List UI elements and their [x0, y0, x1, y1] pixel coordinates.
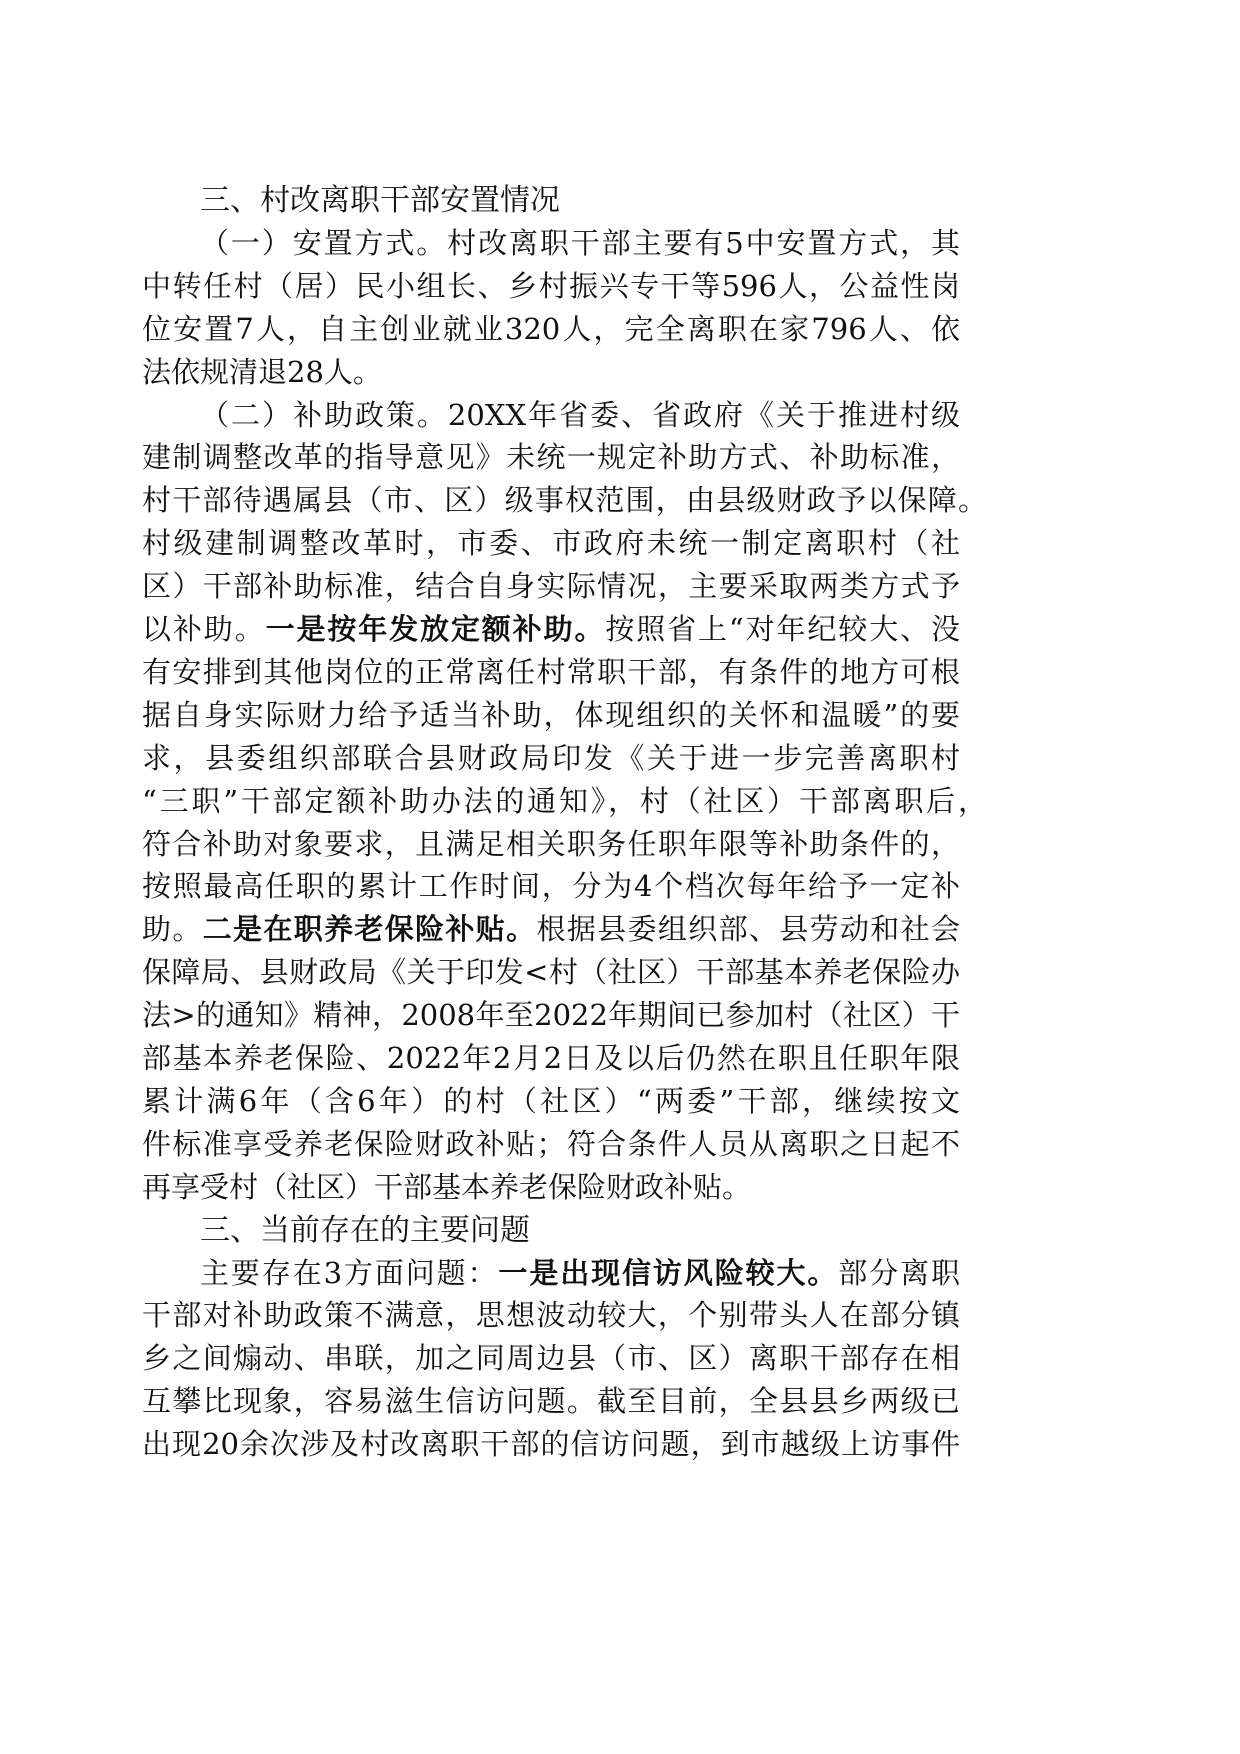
text-line	[142, 694, 960, 737]
text-segment: 法>的通知》精神，2008年至2022年期间已参加村（社区）干	[142, 998, 960, 1033]
text-line	[142, 737, 960, 780]
text-line	[200, 394, 960, 437]
section-heading	[200, 179, 960, 222]
text-line	[142, 351, 960, 394]
text-segment: 符合补助对象要求，且满足相关职务任职年限等补助条件的，	[142, 826, 960, 861]
text-segment: 村级建制调整改革时，市委、市政府未统一制定离职村（社	[142, 526, 960, 561]
text-line	[142, 1080, 960, 1123]
text-line	[142, 522, 960, 565]
text-line	[142, 1380, 960, 1423]
text-segment: 干部对补助政策不满意，思想波动较大，个别带头人在部分镇	[142, 1298, 960, 1333]
text-segment: 乡之间煽动、串联，加之同周边县（市、区）离职干部存在相	[142, 1341, 960, 1376]
text-segment: 部分离职	[838, 1255, 960, 1290]
text-segment: 互攀比现象，容易滋生信访问题。截至目前，全县县乡两级已	[142, 1384, 960, 1419]
text-line	[142, 565, 960, 608]
text-segment: 件标准享受养老保险财政补贴；符合条件人员从离职之日起不	[142, 1126, 960, 1161]
text-line	[142, 994, 960, 1037]
text-segment: 主要存在3方面问题：	[200, 1255, 499, 1290]
text-line	[142, 1423, 960, 1466]
text-line	[200, 222, 960, 265]
text-segment: 部基本养老保险、2022年2月2日及以后仍然在职且任职年限	[142, 1041, 960, 1075]
text-segment: 中转任村（居）民小组长、乡村振兴专干等596人，公益性岗	[142, 268, 960, 303]
bold-lead-phrase: 二是在职养老保险补贴。	[202, 912, 537, 947]
text-line	[142, 1337, 960, 1380]
text-line	[142, 908, 960, 951]
text-segment: 建制调整改革的指导意见》未统一规定补助方式、补助标准，	[142, 440, 960, 475]
text-line	[142, 479, 987, 522]
text-segment: 法依规清退28人。	[142, 354, 382, 389]
text-segment: 以补助。	[142, 612, 266, 646]
text-line	[142, 1123, 960, 1166]
text-segment: 累计满6年（含6年）的村（社区）“两委”干部，继续按文	[142, 1083, 960, 1118]
text-segment: 按照最高任职的累计工作时间，分为4个档次每年给予一定补	[142, 869, 960, 904]
text-segment: 助。	[142, 912, 203, 947]
text-segment: 求，县委组织部联合县财政局印发《关于进一步完善离职村	[142, 740, 960, 775]
text-line	[142, 265, 960, 308]
text-segment: 位安置7人，自主创业就业320人，完全离职在家796人、依	[142, 311, 960, 346]
text-line	[142, 951, 960, 994]
text-segment: 据自身实际财力给予适当补助，体现组织的关怀和温暖”的要	[142, 697, 960, 732]
text-segment: （二）补助政策。20XX年省委、省政府《关于推进村级	[200, 397, 960, 432]
text-segment: 村干部待遇属县（市、区）级事权范围，由县级财政予以保障。	[142, 483, 987, 518]
text-line	[200, 1252, 960, 1295]
text-segment: 按照省上“对年纪较大、没	[605, 612, 960, 646]
text-line	[142, 608, 960, 651]
text-segment: 出现20余次涉及村改离职干部的信访问题，到市越级上访事件	[142, 1427, 960, 1462]
section-heading	[200, 1209, 960, 1252]
text-line	[142, 1037, 960, 1080]
text-segment: 保障局、县财政局《关于印发<村（社区）干部基本养老保险办	[142, 955, 960, 990]
text-line	[142, 865, 960, 908]
text-line	[142, 651, 960, 694]
text-line	[142, 1294, 960, 1337]
text-line	[142, 1166, 960, 1209]
text-line	[142, 780, 987, 823]
bold-lead-phrase: 一是按年发放定额补助。	[265, 612, 606, 646]
text-segment: 再享受村（社区）干部基本养老保险财政补贴。	[142, 1169, 752, 1204]
text-segment: 三、村改离职干部安置情况	[200, 183, 560, 218]
text-segment: 有安排到其他岗位的正常离任村常职干部，有条件的地方可根	[142, 654, 960, 689]
text-line	[142, 436, 960, 479]
text-segment: （一）安置方式。村改离职干部主要有5中安置方式，其	[200, 225, 960, 260]
text-segment: “三职”干部定额补助办法的通知》，村（社区）干部离职后，	[142, 783, 987, 818]
text-line	[142, 823, 960, 866]
text-segment: 区）干部补助标准，结合自身实际情况，主要采取两类方式予	[142, 569, 960, 604]
bold-lead-phrase: 一是出现信访风险较大。	[498, 1255, 839, 1290]
text-segment: 根据县委组织部、县劳动和社会	[536, 912, 960, 947]
text-line	[142, 308, 960, 351]
text-segment: 三、当前存在的主要问题	[200, 1212, 530, 1248]
